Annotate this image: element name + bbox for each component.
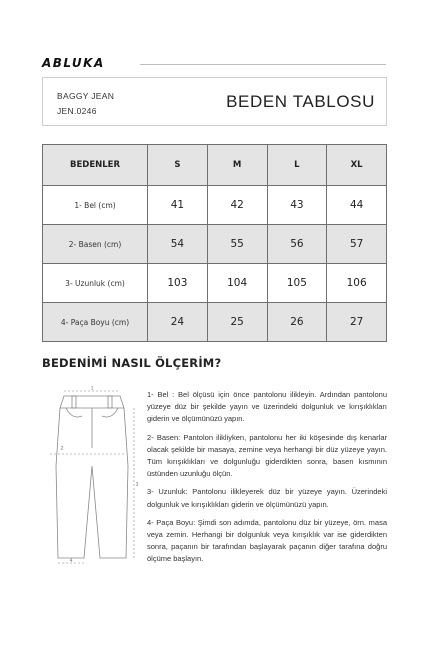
- table-row: [43, 186, 387, 225]
- row-label: 4- Paça Boyu (cm): [43, 303, 148, 342]
- table-cell: 57: [327, 225, 387, 264]
- table-cell: 27: [327, 303, 387, 342]
- table-cell: 44: [327, 186, 387, 225]
- measure-section-title: BEDENİMİ NASIL ÖLÇERİM?: [42, 356, 222, 370]
- table-cell: 106: [327, 264, 387, 303]
- size-table-header-row: [43, 145, 387, 186]
- instruction-uzunluk: 3- Uzunluk: Pantolonu ilikleyerek düz bir yüzeye yayın. Üzerindeki dolgunluk ve kırışıklıkları giderin ve ölçümünüzü yapın.: [147, 487, 387, 509]
- size-table-header-label: BEDENLER: [43, 145, 148, 186]
- product-info-box: [42, 77, 387, 126]
- table-cell: 56: [267, 225, 327, 264]
- product-name: BAGGY JEAN: [57, 91, 115, 101]
- page-title: BEDEN TABLOSU: [226, 92, 375, 111]
- size-header-xl: XL: [327, 145, 387, 186]
- table-cell: 25: [207, 303, 267, 342]
- diagram-label-1: 1: [90, 386, 94, 392]
- row-label: 1- Bel (cm): [43, 186, 148, 225]
- size-header-l: L: [267, 145, 327, 186]
- table-cell: 42: [207, 186, 267, 225]
- measure-instructions: [147, 389, 387, 572]
- table-cell: 41: [148, 186, 208, 225]
- diagram-label-2: 2: [60, 446, 64, 452]
- instruction-basen: 2- Basen: Pantolon ilikliyken, pantolonu her iki köşesinde dış kenarlar olacak şekilde bir masaya, zemine veya herhangi bir düz yüzeye yayın. Tüm kırışıklıkları ve dolgunluğu giderdikten sonra, basen kısmının üstünden uzunluğu ölçün.: [147, 432, 387, 479]
- table-cell: 103: [148, 264, 208, 303]
- table-cell: 54: [148, 225, 208, 264]
- product-code: JEN.0246: [57, 106, 97, 116]
- jeans-outline: [56, 396, 128, 558]
- table-row: [43, 264, 387, 303]
- size-table: [42, 144, 387, 342]
- table-cell: 24: [148, 303, 208, 342]
- instruction-bel: 1- Bel : Bel ölçüsü için önce pantolonu ilikleyin. Ardından pantolonu yüzeye düz bir şekilde yayın ve üzerindeki dolgunluk ve kırışıklıkları giderin ve ölçümünüzü yapın.: [147, 390, 387, 424]
- header-divider: [140, 64, 386, 65]
- table-cell: 104: [207, 264, 267, 303]
- table-cell: 55: [207, 225, 267, 264]
- brand-logo: ABLUKA: [42, 56, 105, 70]
- size-header-s: S: [148, 145, 208, 186]
- table-cell: 105: [267, 264, 327, 303]
- table-cell: 26: [267, 303, 327, 342]
- row-label: 3- Uzunluk (cm): [43, 264, 148, 303]
- instruction-paca-boyu: 4- Paça Boyu: Şimdi son adımda, pantolonu düz bir yüzeye, örn. masa veya zemin. Herhangi bir dolgunluk veya kırışıklık var ise giderdikten sonra, paçanın bir tarafından başlayarak paçanın diğer tarafına doğru ölçüme başlayın.: [147, 517, 387, 564]
- size-header-m: M: [207, 145, 267, 186]
- table-row: [43, 225, 387, 264]
- diagram-label-3: 3: [135, 482, 139, 488]
- jeans-measurement-diagram: [42, 386, 140, 566]
- row-label: 2- Basen (cm): [43, 225, 148, 264]
- table-cell: 43: [267, 186, 327, 225]
- table-row: [43, 303, 387, 342]
- diagram-label-4: 4: [69, 558, 73, 564]
